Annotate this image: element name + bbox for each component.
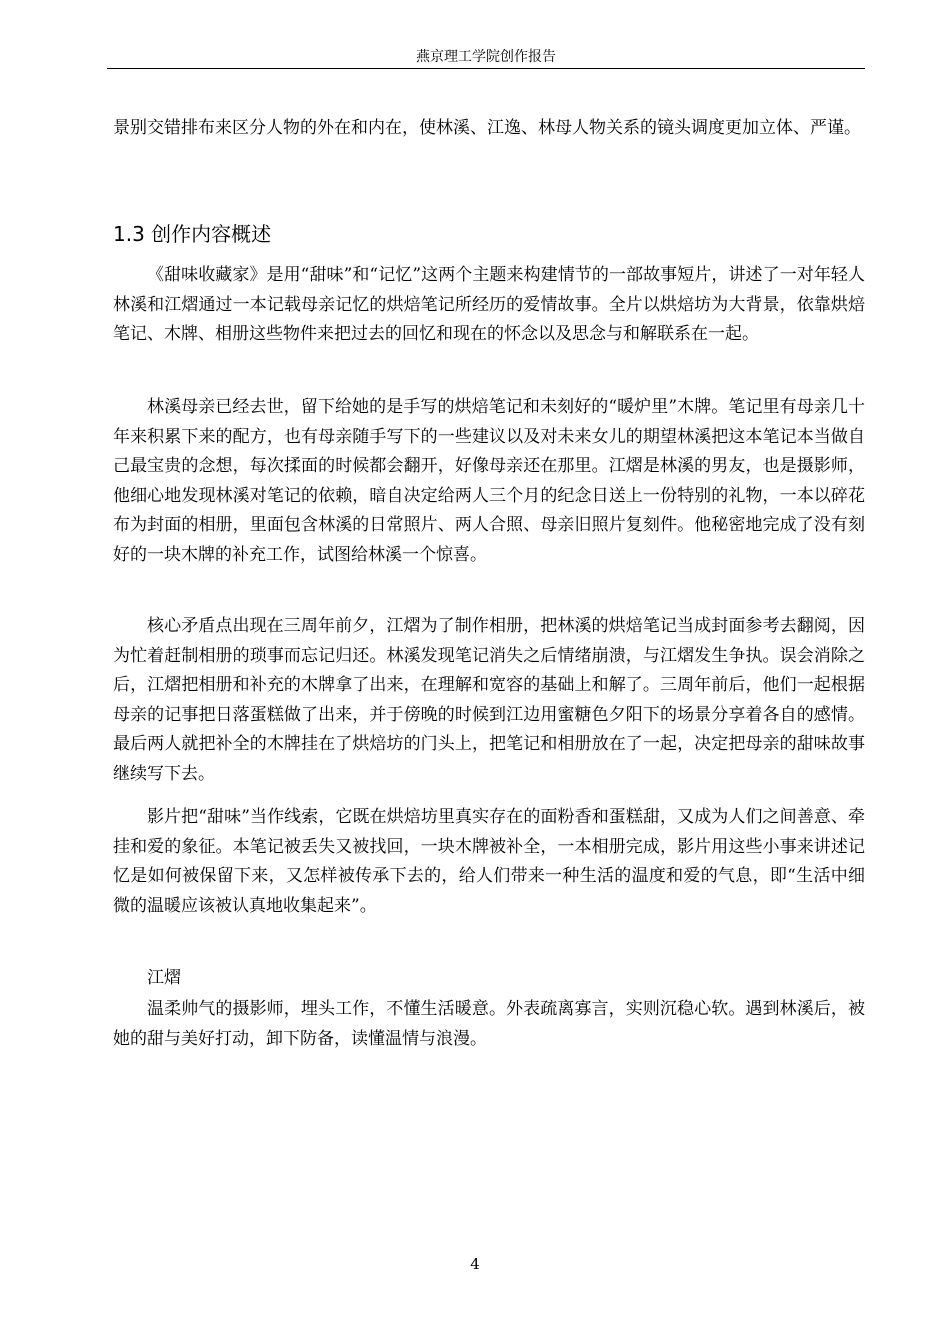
section-heading: 1.3 创作内容概述 xyxy=(113,222,272,246)
page-number: 4 xyxy=(470,1255,480,1273)
paragraph-4: 影片把“甜味”当作线索，它既在烘焙坊里真实存在的面粉香和蛋糕甜，又成为人们之间善意、牵挂和爱的象征。本笔记被丢失又被找回，一块木牌被补全，一本相册完成，影片用这些小事来讲述记忆是如何被保留下来，又怎样被传承下去的，给人们带来一种生活的温度和爱的气息，即“生活中细微的温暖应该被认真地收集起来”。 xyxy=(113,807,865,916)
paragraph-3: 核心矛盾点出现在三周年前夕，江熠为了制作相册，把林溪的烘焙笔记当成封面参考去翻阅，因为忙着赶制相册的琐事而忘记归还。林溪发现笔记消失之后情绪崩溃，与江熠发生争执。误会消除之后，江熠把相册和补充的木牌拿了出来，在理解和宽容的基础上和解了。三周年前后，他们一起根据母亲的记事把日落蛋糕做了出来，并于傍晚的时候到江边用蜜糖色夕阳下的场景分享着各自的感情。最后两人就把补全的木牌挂在了烘焙坊的门头上，把笔记和相册放在了一起，决定把母亲的甜味故事继续写下去。 xyxy=(113,616,865,784)
continuation-paragraph: 景别交错排布来区分人物的外在和内在，使林溪、江逸、林母人物关系的镜头调度更加立体、严谨。 xyxy=(113,118,861,138)
paragraph-1: 《甜味收藏家》是用“甜味”和“记忆”这两个主题来构建情节的一部故事短片，讲述了一对年轻人林溪和江熠通过一本记载母亲记忆的烘焙笔记所经历的爱情故事。全片以烘焙坊为大背景，依靠烘焙笔记、木牌、相册这些物件来把过去的回忆和现在的怀念以及思念与和解联系在一起。 xyxy=(113,265,865,344)
page-header xyxy=(107,46,865,69)
header-title: 燕京理工学院创作报告 xyxy=(416,49,556,65)
paragraph-2: 林溪母亲已经去世，留下给她的是手写的烘焙笔记和未刻好的“暖炉里”木牌。笔记里有母亲几十年来积累下来的配方，也有母亲随手写下的一些建议以及对未来女儿的期望林溪把这本笔记本当做自己最宝贵的念想，每次揉面的时候都会翻开，好像母亲还在那里。江熠是林溪的男友，也是摄影师，他细心地发现林溪对笔记的依赖，暗自决定给两人三个月的纪念日送上一份特别的礼物，一本以碎花布为封面的相册，里面包含林溪的日常照片、两人合照、母亲旧照片复刻件。他秘密地完成了没有刻好的一块木牌的补充工作，试图给林溪一个惊喜。 xyxy=(113,397,865,565)
character-name: 江熠 xyxy=(147,968,181,988)
character-description: 温柔帅气的摄影师，埋头工作，不懂生活暖意。外表疏离寡言，实则沉稳心软。遇到林溪后，被她的甜与美好打动，卸下防备，读懂温情与浪漫。 xyxy=(113,999,865,1049)
